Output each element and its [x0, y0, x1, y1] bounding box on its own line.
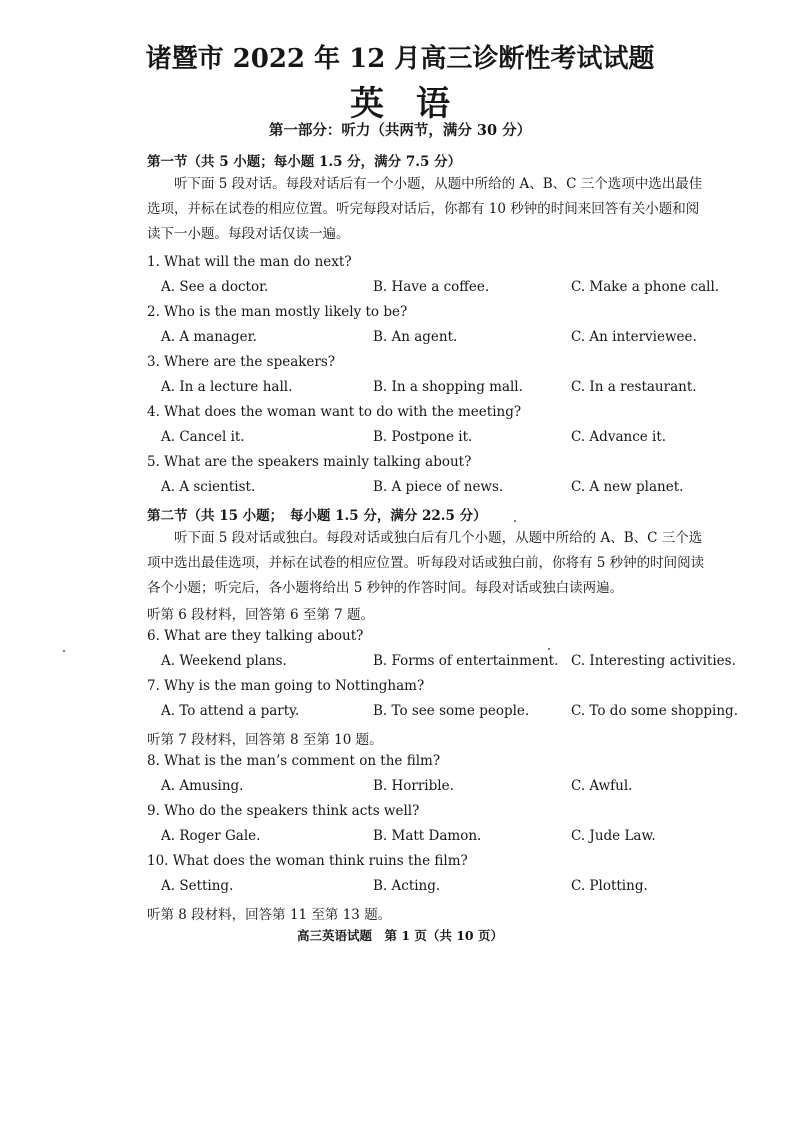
question-5: 5. What are the speakers mainly talking about? [147, 454, 472, 470]
subject-title: 英语 [350, 84, 482, 124]
question-6: 6. What are they talking about? [147, 628, 364, 644]
q7-option-c: C. To do some shopping. [571, 703, 738, 719]
material-6-note: 听第 6 段材料，回答第 6 至第 7 题。 [147, 607, 375, 623]
question-4: 4. What does the woman want to do with the meeting? [147, 404, 522, 420]
q10-option-a: A. Setting. [161, 878, 234, 894]
q8-option-c: C. Awful. [571, 778, 633, 794]
scan-speck [548, 648, 550, 650]
q4-option-b: B. Postpone it. [373, 429, 473, 445]
question-9: 9. Who do the speakers think acts well? [147, 803, 420, 819]
q9-option-b: B. Matt Damon. [373, 828, 482, 844]
q7-option-b: B. To see some people. [373, 703, 530, 719]
material-8-note: 听第 8 段材料，回答第 11 至第 13 题。 [147, 907, 392, 923]
page-footer: 高三英语试题 第 1 页（共 10 页） [296, 928, 503, 943]
part-heading: 第一部分：听力（共两节，满分 30 分） [268, 122, 532, 139]
q1-option-a: A. See a doctor. [161, 279, 269, 295]
q10-option-b: B. Acting. [373, 878, 441, 894]
exam-title: 诸暨市 2022 年 12 月高三诊断性考试试题 [145, 44, 655, 74]
q1-option-c: C. Make a phone call. [571, 279, 720, 295]
q6-option-c: C. Interesting activities. [571, 653, 736, 669]
q4-option-c: C. Advance it. [571, 429, 667, 445]
q3-option-a: A. In a lecture hall. [161, 379, 293, 395]
q7-option-a: A. To attend a party. [161, 703, 300, 719]
q10-option-c: C. Plotting. [571, 878, 648, 894]
section1-heading: 第一节（共 5 小题；每小题 1.5 分，满分 7.5 分） [147, 154, 462, 170]
question-7: 7. Why is the man going to Nottingham? [147, 678, 425, 694]
question-2: 2. Who is the man mostly likely to be? [147, 304, 408, 320]
q1-option-b: B. Have a coffee. [373, 279, 490, 295]
section2-heading: 第二节（共 15 小题； 每小题 1.5 分，满分 22.5 分） [147, 508, 487, 524]
q6-option-b: B. Forms of entertainment. [373, 653, 559, 669]
q8-option-b: B. Horrible. [373, 778, 454, 794]
q5-option-c: C. A new planet. [571, 479, 684, 495]
question-3: 3. Where are the speakers? [147, 354, 336, 370]
q5-option-a: A. A scientist. [161, 479, 256, 495]
q3-option-b: B. In a shopping mall. [373, 379, 523, 395]
scan-speck [514, 520, 516, 522]
q6-option-a: A. Weekend plans. [161, 653, 287, 669]
q4-option-a: A. Cancel it. [161, 429, 245, 445]
question-10: 10. What does the woman think ruins the film? [147, 853, 468, 869]
q9-option-a: A. Roger Gale. [161, 828, 261, 844]
q2-option-b: B. An agent. [373, 329, 458, 345]
material-7-note: 听第 7 段材料，回答第 8 至第 10 题。 [147, 732, 383, 748]
q9-option-c: C. Jude Law. [571, 828, 656, 844]
scan-speck [63, 650, 65, 652]
q3-option-c: C. In a restaurant. [571, 379, 697, 395]
q5-option-b: B. A piece of news. [373, 479, 504, 495]
q8-option-a: A. Amusing. [161, 778, 244, 794]
section1-instructions: 听下面 5 段对话。每段对话后有一个小题，从题中所给的 A、B、C 三个选项中选出最佳选项，并标在试卷的相应位置。听完每段对话后，你都有 10 秒钟的时间来回答有关小题和阅读下一小题。每段对话仅读一遍。 [147, 176, 703, 242]
question-1: 1. What will the man do next? [147, 254, 352, 270]
section2-instructions: 听下面 5 段对话或独白。每段对话或独白后有几个小题，从题中所给的 A、B、C 三个选项中选出最佳选项，并标在试卷的相应位置。听每段对话或独白前，你将有 5 秒钟的时间阅读各个小题；听完后，各小题将给出 5 秒钟的作答时间。每段对话或独白读两遍。 [147, 530, 705, 596]
question-8: 8. What is the man’s comment on the film? [147, 753, 441, 769]
q2-option-c: C. An interviewee. [571, 329, 697, 345]
q2-option-a: A. A manager. [161, 329, 257, 345]
